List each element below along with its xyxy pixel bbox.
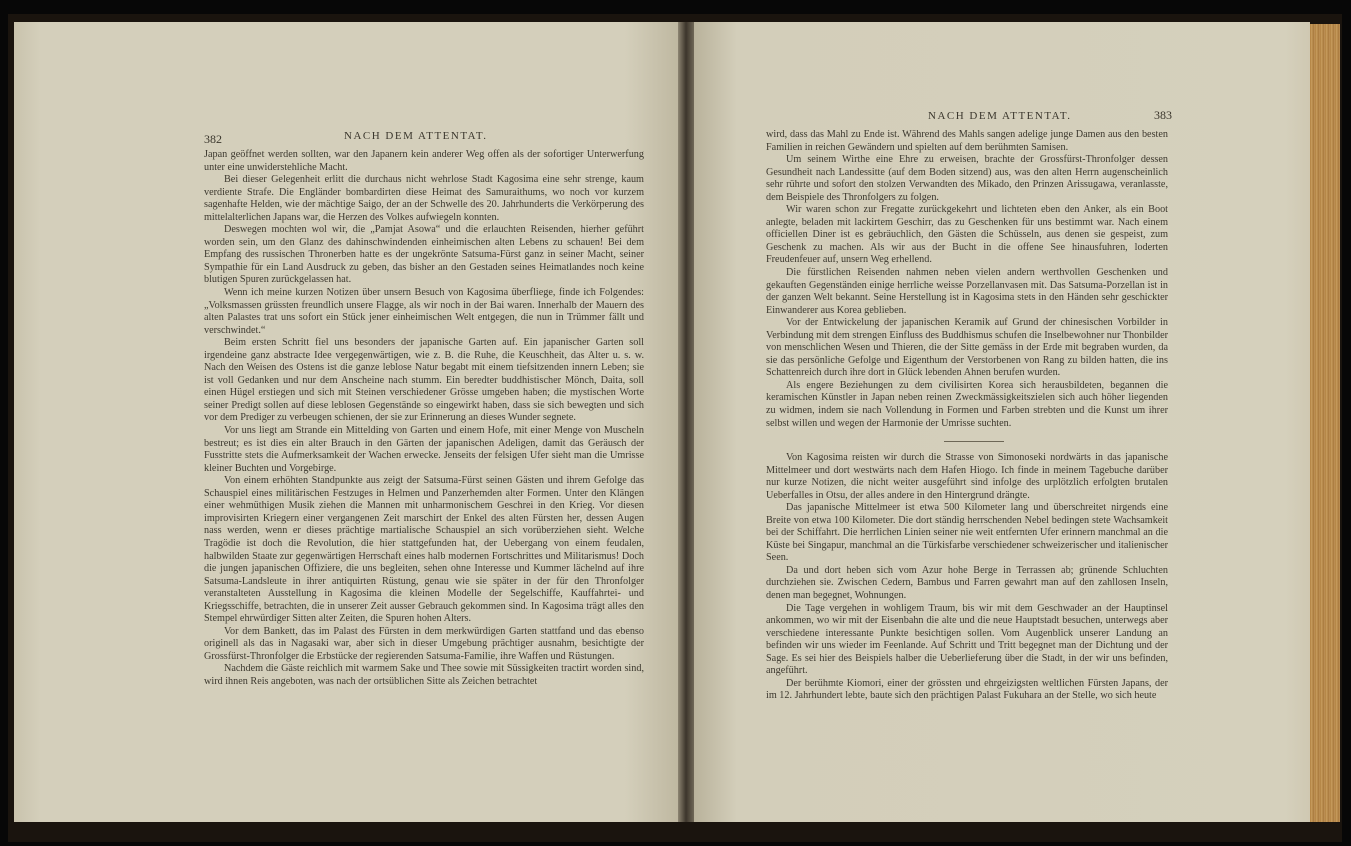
right-body-text-bottom	[766, 452, 1168, 703]
paragraph: Japan geöffnet werden sollten, war den Japanern kein anderer Weg offen als der sofortiger Unterwerfung unter eine unwiderstehliche Macht.	[204, 149, 644, 173]
paragraph: Vor uns liegt am Strande ein Mittelding von Garten und einem Hofe, mit einer Menge von Muscheln bestreut; es ist dies ein alter Brauch in den Gärten der japanischen Adeligen, damit das Geräusch der Fusstritte stets die Aufmerksamkeit der Wachen erwecke. Jenseits der felsigen Ufer sieht man die Umrisse kleiner Buchten und Vorgebirge.	[204, 425, 644, 474]
paragraph: Deswegen mochten wol wir, die „Pamjat Asowa“ und die erlauchten Reisenden, hierher geführt worden sein, um den Glanz des dahinschwindenden einheimischen alten Lebens zu schauen! Bei dem Empfang des russischen Thronerben hatte es der ungekrönte Satsuma-Fürst ganz in seiner Macht, seiner Sympathie für ein Land Ausdruck zu geben, das bisher an den Gestaden seines Heimatlandes noch keine blutigen Spuren zurückgelassen hat.	[204, 224, 644, 286]
paragraph: Von einem erhöhten Standpunkte aus zeigt der Satsuma-Fürst seinen Gästen und ihrem Gefolge das Schauspiel eines militärischen Festzuges in Helmen und Panzerhemden alter Formen. Unter den Klängen einer wehmüthigen Musik ziehen die Mannen mit unharmonischem Geschrei in den Krieg. Vor diesen improvisirten Kriegern einer vergangenen Zeit marschirt der Enkel des alten Fürsten her, dessen Augen nass werden, wenn er dieses prächtige martialische Schauspiel an sich vorüberziehen sieht. Welche Tragödie ist doch die Revolution, die hier stattgefunden hat, der Uebergang von einem feudalen, halbwilden Staate zur gegenwärtigen Herrschaft eines halb modernen Fortschrittes und Militarismus! Doch die jungen japanischen Offiziere, die uns begleiten, sehen ohne Interesse und Kummer lächelnd auf ihre Satsuma-Landsleute in ihrer antiquirten Rüstung, genau wie sie später in der für den Thronfolger veranstalteten Ausstellung in Kagosima die kleinen Modelle der Segelschiffe, Kauffahrtei- und Kriegsschiffe, betrachten, die in unserer Zeit ausser Gebrauch gekommen sind. In Kagosima trägt alles den Stempel ehrwürdiger Sitten alter Zeiten, die Spuren hohen Alters.	[204, 475, 644, 625]
open-book	[8, 14, 1342, 842]
paragraph: Als engere Beziehungen zu dem civilisirten Korea sich herausbildeten, begannen die keramischen Künstler in Japan neben reinen Zweckmässigkeitszielen sich auch höher liegenden zu widmen, indem sie nach Vollendung in Formen und Farben strebten und die Kunst um ihrer selbst willen und wegen der Harmonie der Umrisse suchten.	[766, 379, 1168, 429]
paragraph: Das japanische Mittelmeer ist etwa 500 Kilometer lang und überschreitet nirgends eine Breite von etwa 100 Kilometer. Die dort ständig herrschenden Nebel bedingen stete Wachsamkeit bei der Schiffahrt. Die herrlichen Linien seiner nie weit entfernten Ufer erinnern manchmal an die Küste bei Singapur, manchmal an die Türkisfarbe verschiedener schweizerischer und italienischer Seen.	[766, 502, 1168, 564]
paragraph: Vor dem Bankett, das im Palast des Fürsten in dem merkwürdigen Garten stattfand und das ebenso originell als das in Nagasaki war, aber sich in dieser Umgebung prächtiger ausnahm, besichtigte der Grossfürst-Thronfolger die Erbstücke der regierenden Satsuma-Familie, ihre Waffen und Rüstungen.	[204, 625, 644, 662]
paragraph: Um seinem Wirthe eine Ehre zu erweisen, brachte der Grossfürst-Thronfolger dessen Gesundheit nach Landessitte (auf dem Boden sitzend) aus, was den alten Herrn augenscheinlich sehr rührte und sofort den stolzen Verwandten des Mikado, den Prinzen Arissugawa, veranlasste, dem Beispiele des Thronfolgers zu folgen.	[766, 154, 1168, 203]
page-number-right: 383	[1154, 108, 1172, 122]
paragraph: Die fürstlichen Reisenden nahmen neben vielen andern werthvollen Geschenken und gekauften Gegenständen einige herrliche weisse Porzellanvasen mit. Das Satsuma-Porzellan ist in der ganzen Welt bekannt. Seine Herstellung ist in Kagosima stets in den Händen sehr geschickter Einwanderer aus Korea geblieben.	[766, 267, 1168, 316]
page-number-left: 382	[204, 132, 222, 146]
paragraph: Wenn ich meine kurzen Notizen über unsern Besuch von Kagosima überfliege, finde ich Folgendes: „Volksmassen grüssten freundlich unsere Flagge, als wir noch in der Bai waren. Innerhalb der Mauern des alten Palastes trat uns sofort ein Stück jener einheimischen Welt entgegen, die nun in Trümmer fällt und verschwindet.“	[204, 287, 644, 336]
paragraph: Beim ersten Schritt fiel uns besonders der japanische Garten auf. Ein japanischer Garten soll irgendeine ganz abstracte Idee vergegenwärtigen, wie z. B. die Ruhe, die Keuschheit, das Alter u. s. w. Nach den Weisen des Ostens ist die ganze leblose Natur begabt mit einem tiefsitzenden innern Leben; sie ist voll Gedanken und nur dem Anscheine nach stumm. Ein beredter buddhistischer Mönch, Daita, soll einen Hügel erstiegen und sich mit Steinen verschiedener Grösse umgeben haben; die mystischen Worte seiner Predigt sollen auf diese leblosen Gegenstände so eingewirkt haben, dass sie sich bewegten und sich vor dem Prediger zu verbeugen schienen, der sie zur Erinnerung an dieses Wunder segnete.	[204, 337, 644, 424]
paragraph: Vor der Entwickelung der japanischen Keramik auf Grund der chinesischen Vorbilder in Verbindung mit dem strengen Einfluss des Buddhismus schufen die Inselbewohner nur Thonbilder von menschlichen Wesen und Thieren, die der Sitte gemäss in der Erde mit begraben wurden, da sie das persönliche Gefolge und Eigenthum der Verstorbenen von Rang zu bilden hatten, die ins Schattenreich durch ihre dort in Glück lebenden Ahnen berufen wurden.	[766, 317, 1168, 379]
running-header-left: NACH DEM ATTENTAT.	[344, 130, 488, 142]
right-page	[694, 22, 1310, 822]
paragraph: Nachdem die Gäste reichlich mit warmem Sake und Thee sowie mit Süssigkeiten tractirt worden sind, wird ihnen Reis angeboten, was nach der ortsüblichen Sitte als Zeichen betrachtet	[204, 663, 644, 687]
paragraph: wird, dass das Mahl zu Ende ist. Während des Mahls sangen adelige junge Damen aus den besten Familien in reichen Gewändern und spielten auf dem berühmten Samisen.	[766, 129, 1168, 153]
section-divider	[944, 441, 1004, 442]
left-page	[14, 22, 678, 822]
page-edges	[1310, 24, 1340, 822]
book-gutter	[678, 22, 694, 822]
paragraph: Bei dieser Gelegenheit erlitt die durchaus nicht wehrlose Stadt Kagosima eine sehr strenge, kaum verdiente Strafe. Die Engländer bombardirten diese Heimat des Samuraithums, wo noch vor kurzem sagenhafte Helden, wie der mächtige Saigo, der an der Schwelle des 20. Jahrhunderts die Verkörperung des mittelalterlichen Japans war, die Herzen des Volkes aufwiegeln konnten.	[204, 174, 644, 223]
right-body-text-top	[766, 129, 1168, 430]
paragraph: Wir waren schon zur Fregatte zurückgekehrt und lichteten eben den Anker, als ein Boot anlegte, beladen mit lackirtem Geschirr, das zu Geschenken für uns bestimmt war. Nach einem officiellen Diner ist es gebräuchlich, den Gästen die Schüsseln, aus denen sie gespeist, zum Geschenk zu machen. Als wir aus der Bucht in die offene See hinausfuhren, loderten Freudenfeuer auf, unsern Weg erhellend.	[766, 204, 1168, 266]
running-header-right: NACH DEM ATTENTAT.	[928, 110, 1072, 122]
paragraph: Der berühmte Kiomori, einer der grössten und ehrgeizigsten weltlichen Fürsten Japans, der im 12. Jahrhundert lebte, baute sich den prächtigen Palast Fukuhara an der Stelle, wo sich heute	[766, 677, 1168, 702]
left-body-text	[204, 149, 644, 689]
paragraph: Von Kagosima reisten wir durch die Strasse von Simonoseki nordwärts in das japanische Mittelmeer und dort westwärts nach dem Hafen Hiogo. Ich finde in meinem Tagebuche darüber nur kurze Notizen, die nicht weiter ausgeführt sind infolge des urplötzlich erfolgten brutalen Ueberfalles in Otsu, der alles andere in den Hintergrund drängte.	[766, 452, 1168, 501]
paragraph: Da und dort heben sich vom Azur hohe Berge in Terrassen ab; grünende Schluchten durchziehen sie. Zwischen Cedern, Bambus und Farren gewahrt man auf den zahllosen Inseln, denen man begegnet, Wohnungen.	[766, 564, 1168, 602]
paragraph: Die Tage vergehen in wohligem Traum, bis wir mit dem Geschwader an der Hauptinsel ankommen, wo wir mit der Eisenbahn die alte und die neue Hauptstadt besuchen, unterwegs aber verschiedene interessante Punkte besichtigen sollen. Vom Augenblick unserer Landung an befinden wir uns wieder im Feenlande. Auf Schritt und Tritt begegnet man der Dichtung und der Sage. Es sei hier des Beispiels halber die Ueberlieferung über die Stadt, in der wir uns befinden, angeführt.	[766, 602, 1168, 677]
